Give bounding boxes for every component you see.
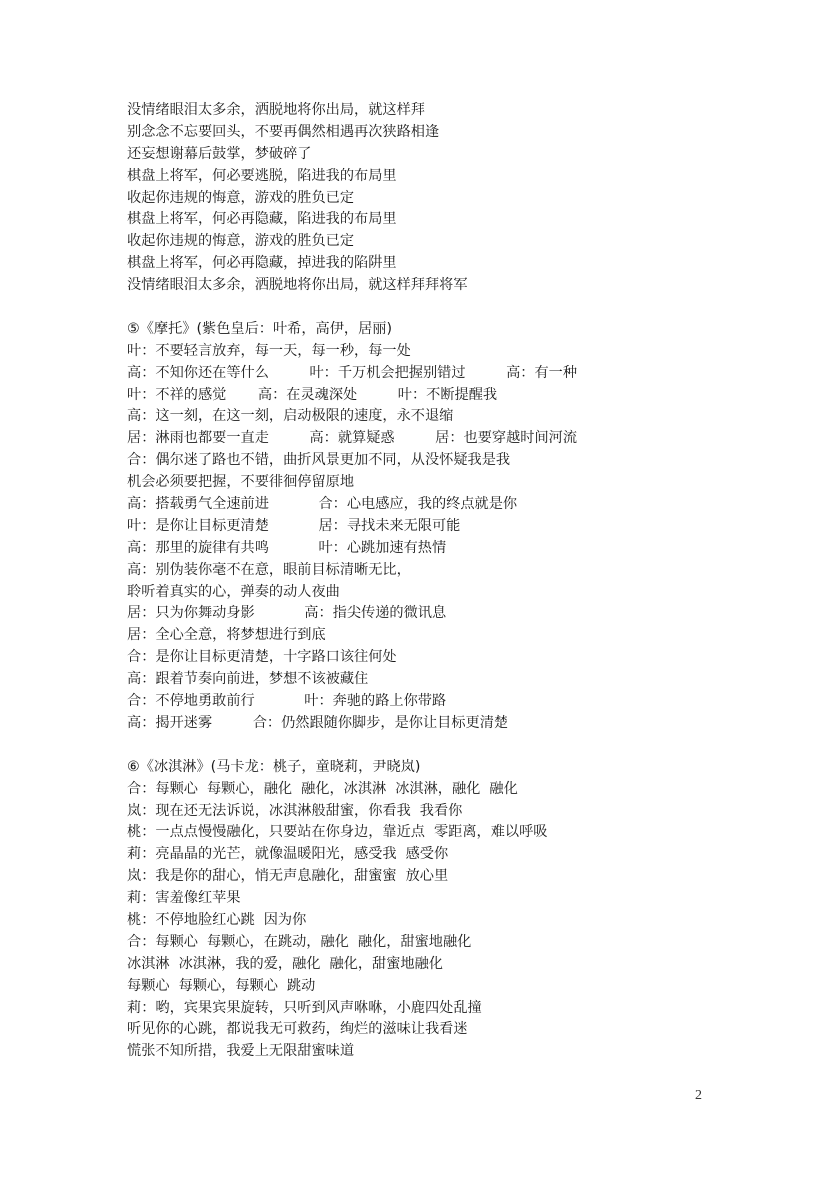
lyric-line: 岚：我是你的甜心，悄无声息融化，甜蜜蜜 放心里 [127,868,449,885]
lyric-line: 桃：不停地脸红心跳 因为你 [127,911,307,928]
lyric-line: 叶：不要轻言放弃，每一天，每一秒，每一处 [127,342,411,359]
lyric-line: 高：别伪装你毫不在意，眼前目标清晰无比， [127,561,411,578]
lyric-line: 高：那里的旋律有共鸣 叶：心跳加速有热情 [127,539,447,556]
lyric-line: 叶：不祥的感觉 高：在灵魂深处 叶：不断提醒我 [127,386,498,403]
lyric-line: 棋盘上将军，何必要逃脱，陷进我的布局里 [127,167,397,184]
lyric-line: 高：不知你还在等什么 叶：千万机会把握别错过 高：有一种 [127,364,578,381]
page-number: 2 [695,1088,702,1103]
lyric-line: 莉：哟，宾果宾果旋转，只听到风声咻咻，小鹿四处乱撞 [127,999,482,1016]
lyric-line: 聆听着真实的心，弹奏的动人夜曲 [127,583,340,600]
lyric-line: 高：这一刻，在这一刻，启动极限的速度，永不退缩 [127,408,454,425]
lyric-line: 居：全心全意，将梦想进行到底 [127,627,326,644]
lyric-line: 居：淋雨也都要一直走 高：就算疑惑 居：也要穿越时间河流 [127,430,578,447]
section-spacer [127,297,727,319]
lyrics-text-block [127,100,727,1063]
lyric-line: 合：偶尔迷了路也不错，曲折风景更加不同，从没怀疑我是我 [127,452,511,469]
lyric-line: 还妄想谢幕后鼓掌，梦破碎了 [127,145,312,162]
lyric-line: 棋盘上将军，何必再隐藏，陷进我的布局里 [127,211,397,228]
lyric-line: 没情绪眼泪太多余，洒脱地将你出局，就这样拜 [127,102,425,118]
lyric-line: 没情绪眼泪太多余，洒脱地将你出局，就这样拜拜将军 [127,277,468,294]
lyric-line: 桃：一点点慢慢融化，只要站在你身边，靠近点 零距离，难以呼吸 [127,824,548,841]
lyric-line: 别念念不忘要回头，不要再偶然相遇再次狭路相逢 [127,123,440,140]
lyric-line: 冰淇淋 冰淇淋，我的爱，融化 融化，甜蜜地融化 [127,955,443,972]
section-motuo [127,319,727,735]
lyric-line: 合：每颗心 每颗心，在跳动，融化 融化，甜蜜地融化 [127,933,472,950]
lyric-line: 莉：害羞像红苹果 [127,890,241,907]
lyric-line: 合：是你让目标更清楚，十字路口该往何处 [127,649,397,666]
lyric-line: 收起你违规的悔意，游戏的胜负已定 [127,189,355,206]
song-heading: ⑥《冰淇淋》(马卡龙：桃子，童晓莉，尹晓岚) [127,758,421,775]
lyric-line: 收起你违规的悔意，游戏的胜负已定 [127,233,355,250]
section-continuation [127,100,727,297]
lyric-line: 每颗心 每颗心，每颗心 跳动 [127,977,316,994]
lyric-line: 合：每颗心 每颗心，融化 融化，冰淇淋 冰淇淋，融化 融化 [127,780,518,797]
lyric-line: 合：不停地勇敢前行 叶：奔驰的路上你带路 [127,693,447,710]
song-heading: ⑤《摩托》(紫色皇后：叶希，高伊，居丽) [127,320,392,337]
lyric-line: 叶：是你让目标更清楚 居：寻找未来无限可能 [127,517,461,534]
lyric-line: 高：揭开迷雾 合：仍然跟随你脚步，是你让目标更清楚 [127,714,509,731]
lyric-line: 棋盘上将军，何必再隐藏，掉进我的陷阱里 [127,255,397,272]
lyric-line: 听见你的心跳，都说我无可救药，绚烂的滋味让我看迷 [127,1021,468,1038]
lyric-line: 慌张不知所措，我爱上无限甜蜜味道 [127,1043,355,1060]
section-spacer [127,735,727,757]
lyric-line: 高：跟着节奏向前进，梦想不该被藏住 [127,671,369,688]
lyric-line: 莉：亮晶晶的光芒，就像温暖阳光，感受我 感受你 [127,846,449,863]
lyric-line: 居：只为你舞动身影 高：指尖传递的微讯息 [127,605,447,622]
section-bingqilin [127,757,727,1063]
lyric-line: 高：搭载勇气全速前进 合：心电感应，我的终点就是你 [127,496,518,513]
lyric-line: 岚：现在还无法诉说，冰淇淋般甜蜜，你看我 我看你 [127,802,463,819]
lyric-line: 机会必须要把握，不要徘徊停留原地 [127,474,355,491]
